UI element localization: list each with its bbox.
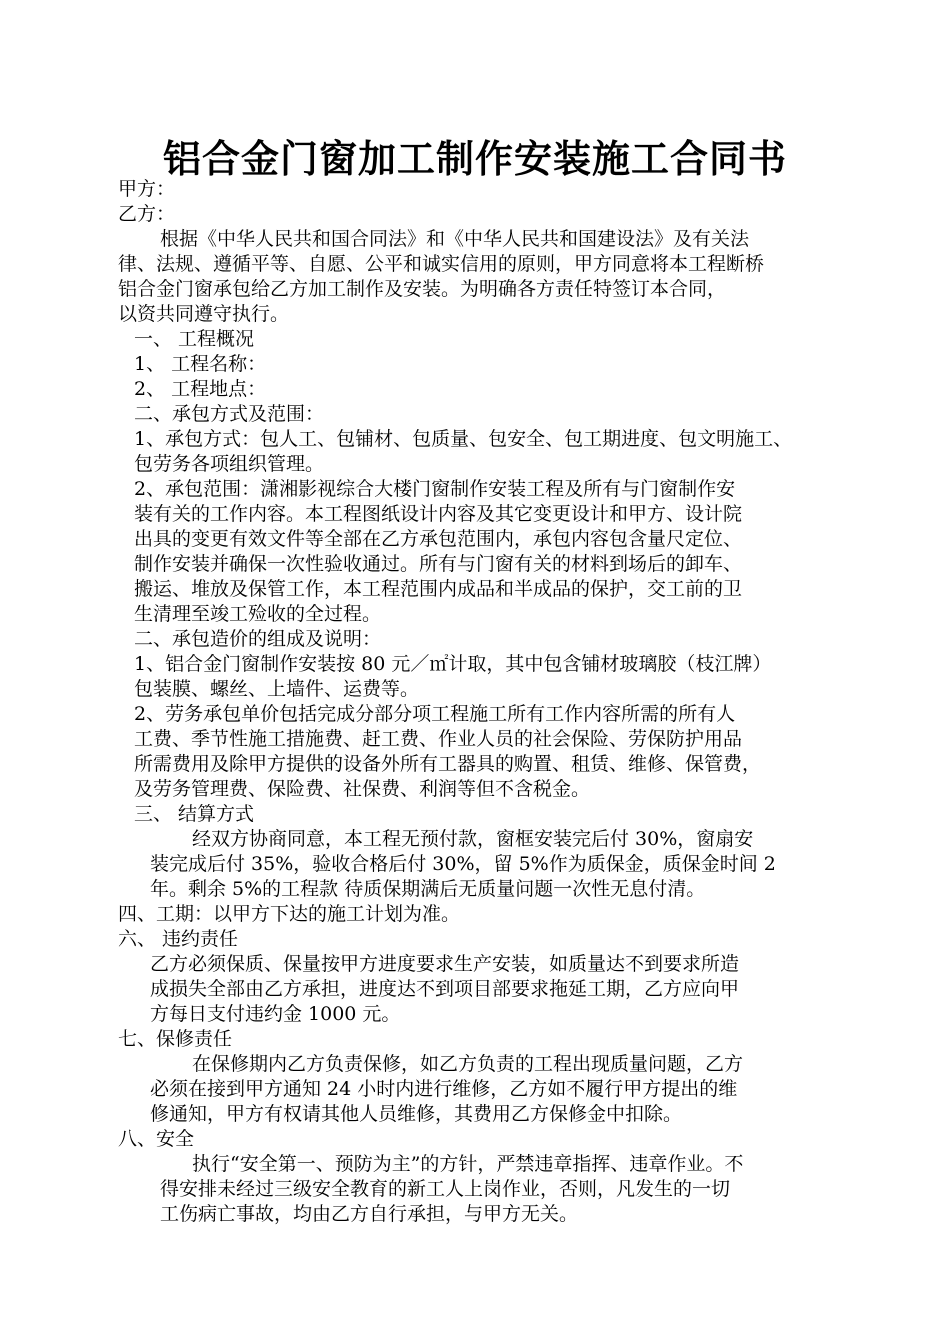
section-item: 2、 工程地点： [134,378,267,400]
paragraph-line: 包劳务各项组织管理。 [134,453,325,475]
section-heading: 七、保修责任 [118,1028,233,1050]
section-heading: 二、承包方式及范围： [134,403,325,425]
paragraph-line: 2、承包范围：潇湘影视综合大楼门窗制作安装工程及所有与门窗制作安 [134,478,736,500]
section-heading: 一、 工程概况 [134,328,255,350]
paragraph-line: 必须在接到甲方通知 24 小时内进行维修，乙方如不履行甲方提出的维 [150,1078,738,1100]
paragraph-line: 在保修期内乙方负责保修，如乙方负责的工程出现质量问题，乙方 [192,1053,744,1075]
paragraph-line: 修通知，甲方有权请其他人员维修，其费用乙方保修金中扣除。 [150,1103,683,1125]
paragraph-line: 装完成后付 35%，验收合格后付 30%，留 5%作为质保金，质保金时间 2 [150,853,776,875]
paragraph-line: 包装膜、螺丝、上墙件、运费等。 [134,678,420,700]
paragraph-line: 乙方必须保质、保量按甲方进度要求生产安装，如质量达不到要求所造 [150,953,740,975]
paragraph-line: 经双方协商同意，本工程无预付款，窗框安装完后付 30%，窗扇安 [192,828,754,850]
paragraph-line: 制作安装并确保一次性验收通过。所有与门窗有关的材料到场后的卸车、 [134,553,743,575]
party-a-label: 甲方： [118,178,176,200]
section-heading: 二、承包造价的组成及说明： [134,628,382,650]
document-title: 铝合金门窗加工制作安装施工合同书 [162,137,787,181]
section-item: 1、 工程名称： [134,353,267,375]
paragraph-line: 1、铝合金门窗制作安装按 80 元／㎡计取，其中包含铺材玻璃胶（枝江牌） [134,653,772,675]
paragraph-line: 及劳务管理费、保险费、社保费、利润等但不含税金。 [134,778,591,800]
paragraph-line: 工伤病亡事故，均由乙方自行承担，与甲方无关。 [160,1203,579,1225]
intro-line: 以资共同遵守执行。 [118,303,290,325]
section-heading: 四、工期：以甲方下达的施工计划为准。 [118,903,461,925]
party-b-label: 乙方： [118,203,176,225]
section-heading: 三、 结算方式 [134,803,255,825]
paragraph-line: 所需费用及除甲方提供的设备外所有工器具的购置、租赁、维修、保管费， [134,753,762,775]
intro-line: 根据《中华人民共和国合同法》和《中华人民共和国建设法》及有关法 [160,228,750,250]
paragraph-line: 搬运、堆放及保管工作，本工程范围内成品和半成品的保护，交工前的卫 [134,578,743,600]
section-heading: 六、 违约责任 [118,928,239,950]
paragraph-line: 1、承包方式：包人工、包铺材、包质量、包安全、包工期进度、包文明施工、 [134,428,793,450]
intro-line: 铝合金门窗承包给乙方加工制作及安装。为明确各方责任特签订本合同， [118,278,727,300]
paragraph-line: 年。剩余 5%的工程款 待质保期满后无质量问题一次性无息付清。 [150,878,706,900]
paragraph-line: 得安排未经过三级安全教育的新工人上岗作业，否则，凡发生的一切 [160,1178,731,1200]
intro-line: 律、法规、遵循平等、自愿、公平和诚实信用的原则，甲方同意将本工程断桥 [118,253,765,275]
section-heading: 八、安全 [118,1128,195,1150]
paragraph-line: 工费、季节性施工措施费、赶工费、作业人员的社会保险、劳保防护用品 [134,728,743,750]
paragraph-line: 2、劳务承包单价包括完成分部分项工程施工所有工作内容所需的所有人 [134,703,736,725]
paragraph-line: 执行“安全第一、预防为主”的方针，严禁违章指挥、违章作业。不 [192,1153,744,1175]
paragraph-line: 出具的变更有效文件等全部在乙方承包范围内，承包内容包含量尺定位、 [134,528,743,550]
paragraph-line: 成损失全部由乙方承担，进度达不到项目部要求拖延工期，乙方应向甲 [150,978,740,1000]
paragraph-line: 装有关的工作内容。本工程图纸设计内容及其它变更设计和甲方、设计院 [134,503,743,525]
paragraph-line: 方每日支付违约金 1000 元。 [150,1003,401,1025]
paragraph-line: 生清理至竣工殓收的全过程。 [134,603,382,625]
